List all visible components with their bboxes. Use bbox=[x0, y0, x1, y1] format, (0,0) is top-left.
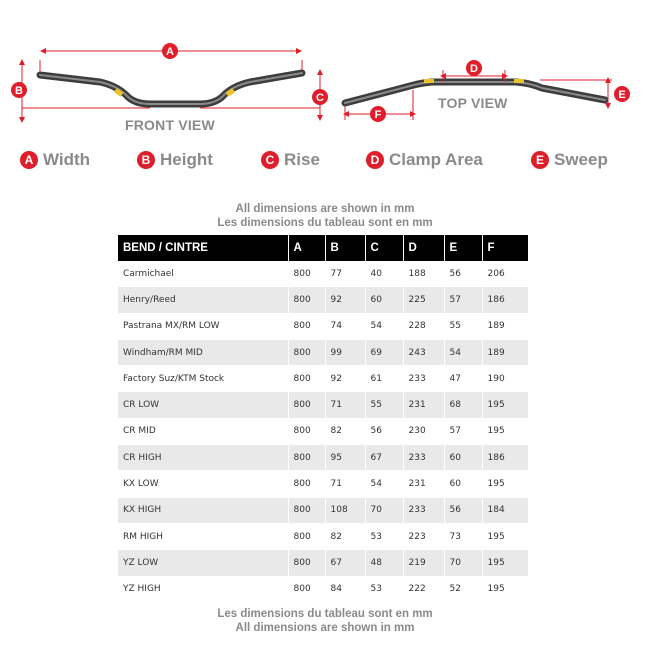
dimension-cell: 189 bbox=[482, 313, 528, 339]
dimension-cell: 184 bbox=[482, 497, 528, 523]
dimension-cell: 222 bbox=[403, 576, 444, 602]
callout-a bbox=[162, 43, 178, 59]
dimension-cell: 68 bbox=[444, 392, 482, 418]
bend-name-cell: Factory Suz/KTM Stock bbox=[118, 366, 288, 392]
bend-name-cell: CR HIGH bbox=[118, 445, 288, 471]
bend-name-cell: Pastrana MX/RM LOW bbox=[118, 313, 288, 339]
bend-name-cell: KX HIGH bbox=[118, 497, 288, 523]
dimension-cell: 189 bbox=[482, 339, 528, 365]
handlebar-drawing bbox=[0, 0, 650, 140]
column-header-b: B bbox=[325, 235, 365, 261]
legend-item-height bbox=[137, 150, 213, 170]
callout-c bbox=[312, 89, 328, 105]
dimension-cell: 67 bbox=[365, 445, 403, 471]
dimension-cell: 219 bbox=[403, 550, 444, 576]
dimension-cell: 53 bbox=[365, 523, 403, 549]
dimension-cell: 60 bbox=[444, 445, 482, 471]
dimension-cell: 70 bbox=[365, 497, 403, 523]
dimension-cell: 800 bbox=[288, 339, 325, 365]
dimension-cell: 53 bbox=[365, 576, 403, 602]
callout-e bbox=[614, 86, 630, 102]
bend-name-cell: Carmichael bbox=[118, 261, 288, 287]
table-row bbox=[118, 392, 528, 418]
table-row bbox=[118, 261, 528, 287]
legend-item-sweep bbox=[531, 150, 608, 170]
table-row bbox=[118, 287, 528, 313]
dimension-legend bbox=[0, 150, 650, 180]
bend-name-cell: Windham/RM MID bbox=[118, 339, 288, 365]
dimension-cell: 800 bbox=[288, 445, 325, 471]
dimension-cell: 195 bbox=[482, 523, 528, 549]
dimension-cell: 800 bbox=[288, 261, 325, 287]
dimension-cell: 71 bbox=[325, 392, 365, 418]
dimension-cell: 95 bbox=[325, 445, 365, 471]
dimension-cell: 77 bbox=[325, 261, 365, 287]
dimension-cell: 186 bbox=[482, 287, 528, 313]
legend-badge: A bbox=[20, 151, 38, 169]
legend-badge: D bbox=[366, 151, 384, 169]
dimension-cell: 54 bbox=[444, 339, 482, 365]
legend-item-clamp-area bbox=[366, 150, 483, 170]
handlebar-diagram bbox=[0, 0, 650, 140]
dimension-cell: 61 bbox=[365, 366, 403, 392]
dimension-cell: 55 bbox=[365, 392, 403, 418]
dimension-cell: 74 bbox=[325, 313, 365, 339]
column-header-c: C bbox=[365, 235, 403, 261]
dimension-cell: 195 bbox=[482, 392, 528, 418]
table-row bbox=[118, 471, 528, 497]
dimension-cell: 73 bbox=[444, 523, 482, 549]
dimension-cell: 228 bbox=[403, 313, 444, 339]
svg-text:B: B bbox=[15, 85, 23, 97]
dimension-cell: 82 bbox=[325, 418, 365, 444]
dimension-cell: 47 bbox=[444, 366, 482, 392]
dimension-cell: 70 bbox=[444, 550, 482, 576]
bend-name-cell: CR MID bbox=[118, 418, 288, 444]
dimension-cell: 195 bbox=[482, 550, 528, 576]
dimension-cell: 800 bbox=[288, 313, 325, 339]
dimension-cell: 92 bbox=[325, 366, 365, 392]
note-top-fr: Les dimensions du tableau sont en mm bbox=[217, 217, 433, 229]
svg-text:A: A bbox=[166, 46, 174, 58]
dimension-cell: 800 bbox=[288, 471, 325, 497]
dimension-cell: 230 bbox=[403, 418, 444, 444]
dimension-cell: 233 bbox=[403, 497, 444, 523]
svg-text:E: E bbox=[618, 89, 626, 101]
dimension-cell: 800 bbox=[288, 523, 325, 549]
dimension-cell: 69 bbox=[365, 339, 403, 365]
dimension-cell: 243 bbox=[403, 339, 444, 365]
column-header-f: F bbox=[482, 235, 528, 261]
dimension-cell: 233 bbox=[403, 366, 444, 392]
table-body bbox=[118, 261, 528, 602]
dimension-cell: 186 bbox=[482, 445, 528, 471]
dimension-cell: 223 bbox=[403, 523, 444, 549]
table-row bbox=[118, 313, 528, 339]
dimension-cell: 225 bbox=[403, 287, 444, 313]
column-header-d: D bbox=[403, 235, 444, 261]
callout-f bbox=[370, 106, 386, 122]
dimension-cell: 190 bbox=[482, 366, 528, 392]
dimension-cell: 60 bbox=[444, 471, 482, 497]
table-row bbox=[118, 497, 528, 523]
note-top-en: All dimensions are shown in mm bbox=[235, 203, 415, 215]
legend-label: Height bbox=[160, 150, 213, 169]
dimension-cell: 800 bbox=[288, 418, 325, 444]
dimension-cell: 55 bbox=[444, 313, 482, 339]
bend-name-cell: YZ HIGH bbox=[118, 576, 288, 602]
dimension-cell: 206 bbox=[482, 261, 528, 287]
dimension-cell: 67 bbox=[325, 550, 365, 576]
dimension-cell: 60 bbox=[365, 287, 403, 313]
dimensions-table bbox=[118, 235, 528, 603]
legend-item-rise bbox=[261, 150, 320, 170]
note-bottom-fr: Les dimensions du tableau sont en mm bbox=[217, 608, 433, 620]
legend-badge: E bbox=[531, 151, 549, 169]
table-row bbox=[118, 523, 528, 549]
bend-name-cell: YZ LOW bbox=[118, 550, 288, 576]
dimension-cell: 57 bbox=[444, 418, 482, 444]
dimension-cell: 800 bbox=[288, 497, 325, 523]
table-header-row bbox=[118, 235, 528, 261]
table-row bbox=[118, 576, 528, 602]
dimension-cell: 195 bbox=[482, 471, 528, 497]
dimension-cell: 108 bbox=[325, 497, 365, 523]
svg-text:F: F bbox=[374, 109, 382, 121]
dimension-cell: 188 bbox=[403, 261, 444, 287]
table-row bbox=[118, 366, 528, 392]
dimension-cell: 40 bbox=[365, 261, 403, 287]
legend-item-width bbox=[20, 150, 90, 170]
legend-label: Sweep bbox=[554, 150, 608, 169]
bend-name-cell: Henry/Reed bbox=[118, 287, 288, 313]
legend-badge: B bbox=[137, 151, 155, 169]
table-row bbox=[118, 339, 528, 365]
dimension-cell: 84 bbox=[325, 576, 365, 602]
bend-name-cell: KX LOW bbox=[118, 471, 288, 497]
svg-text:D: D bbox=[470, 63, 478, 75]
column-header-e: E bbox=[444, 235, 482, 261]
dimension-cell: 233 bbox=[403, 445, 444, 471]
bend-name-cell: CR LOW bbox=[118, 392, 288, 418]
dimension-cell: 56 bbox=[444, 497, 482, 523]
dimension-cell: 800 bbox=[288, 287, 325, 313]
dimension-cell: 82 bbox=[325, 523, 365, 549]
dimension-cell: 54 bbox=[365, 471, 403, 497]
bend-name-cell: RM HIGH bbox=[118, 523, 288, 549]
dimension-cell: 231 bbox=[403, 471, 444, 497]
dimension-cell: 800 bbox=[288, 576, 325, 602]
dimension-cell: 231 bbox=[403, 392, 444, 418]
dimension-cell: 800 bbox=[288, 550, 325, 576]
table-row bbox=[118, 445, 528, 471]
column-header-a: A bbox=[288, 235, 325, 261]
callout-d bbox=[466, 60, 482, 76]
callout-b bbox=[11, 82, 27, 98]
dimension-cell: 56 bbox=[365, 418, 403, 444]
legend-label: Clamp Area bbox=[389, 150, 483, 169]
legend-label: Rise bbox=[284, 150, 320, 169]
dimension-cell: 99 bbox=[325, 339, 365, 365]
front-view-bar bbox=[40, 73, 302, 104]
table-row bbox=[118, 418, 528, 444]
front-view-label: FRONT VIEW bbox=[125, 117, 215, 133]
dimension-cell: 57 bbox=[444, 287, 482, 313]
legend-label: Width bbox=[43, 150, 91, 169]
dimension-cell: 52 bbox=[444, 576, 482, 602]
note-bottom-en: All dimensions are shown in mm bbox=[235, 622, 415, 634]
dimension-cell: 800 bbox=[288, 392, 325, 418]
dimension-cell: 48 bbox=[365, 550, 403, 576]
dimension-cell: 71 bbox=[325, 471, 365, 497]
svg-text:C: C bbox=[316, 92, 324, 104]
dimension-cell: 195 bbox=[482, 418, 528, 444]
dimension-cell: 56 bbox=[444, 261, 482, 287]
table-row bbox=[118, 550, 528, 576]
dimension-cell: 800 bbox=[288, 366, 325, 392]
legend-badge: C bbox=[261, 151, 279, 169]
top-view-label: TOP VIEW bbox=[438, 95, 508, 111]
dimension-cell: 195 bbox=[482, 576, 528, 602]
column-header-bend: BEND / CINTRE bbox=[118, 235, 288, 261]
dimension-cell: 92 bbox=[325, 287, 365, 313]
dimension-cell: 54 bbox=[365, 313, 403, 339]
